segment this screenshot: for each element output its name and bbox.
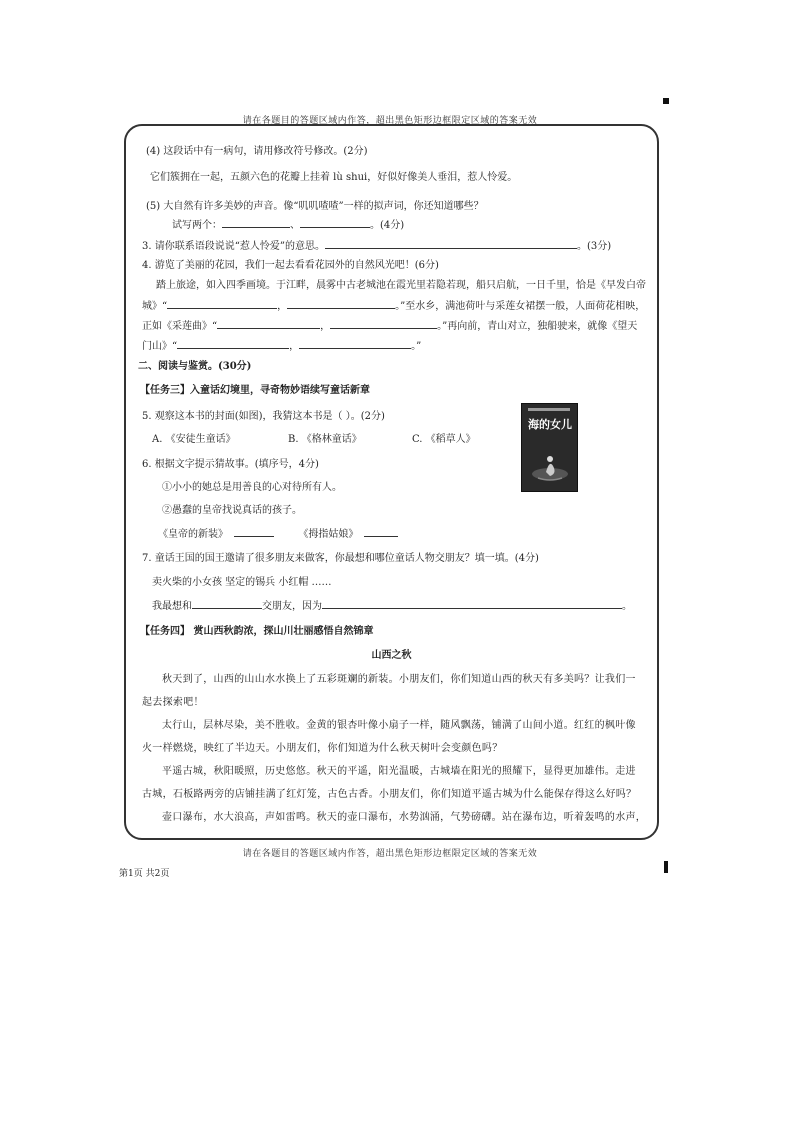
separator: 、	[290, 220, 300, 231]
text: 交朋友，因为	[262, 601, 322, 612]
task-4-heading: 【任务四】 赏山西秋韵浓，探山川壮丽感悟自然锦章	[140, 626, 374, 637]
friend-name-blank[interactable]	[192, 597, 262, 609]
question-3	[142, 237, 611, 252]
hint-2: ②愚蠢的皇帝找说真话的孩子。	[162, 505, 302, 516]
q5-option-b[interactable]: B. 《格林童话》	[288, 434, 362, 445]
score-label: 。(4分)	[370, 220, 405, 231]
q3-text: 3. 请你联系语段说说“惹人怜爱”的意思。	[142, 241, 325, 252]
passage-p2-line2: 火一样燃烧，映红了半边天。小朋友们，你们知道为什么秋天树叶会变颜色吗？	[142, 743, 503, 754]
passage-p2-line1: 太行山，层林尽染，美不胜收。金黄的银杏叶像小扇子一样，随风飘荡，铺满了山间小道。红红的枫叶像	[162, 720, 636, 731]
passage-p1-line1: 秋天到了，山西的山山水水换上了五彩斑斓的新装。小朋友们，你们知道山西的秋天有多美吗？让我们一	[162, 674, 636, 685]
text: ，	[277, 301, 288, 312]
cover-top-strip	[528, 408, 570, 411]
text: 门山》“	[142, 341, 178, 352]
q4-passage-line-4	[142, 337, 421, 352]
answer-blank-2[interactable]	[300, 216, 370, 228]
page-number: 第1页 共2页	[119, 869, 170, 879]
question-4: 4. 游览了美丽的花园，我们一起去看看花园外的自然风光吧！(6分)	[142, 260, 439, 271]
poem-blank-4[interactable]	[330, 317, 437, 329]
story-title-1: 《皇帝的新装》	[158, 529, 228, 540]
passage-p1-line2: 起去探索吧！	[142, 697, 204, 708]
q4-passage-line-1: 踏上旅途，如入四季画境。于江畔，晨雾中古老城池在霞光里若隐若现，船只启航，一日千里，恰是《早发白帝	[156, 280, 646, 291]
text: 我最想和	[152, 601, 192, 612]
answer-blank-1[interactable]	[222, 216, 290, 228]
question-7: 7. 童话王国的国王邀请了很多朋友来做客，你最想和哪位童话人物交朋友？填一填。(4分)	[142, 553, 539, 564]
text: 。”至水乡，满池荷叶与采莲女裙摆一般，人面荷花相映，	[395, 301, 646, 312]
book-cover-image	[521, 403, 578, 492]
passage-p3-line1: 平遥古城，秋阳暖照，历史悠悠。秋天的平遥，阳光温暖，古城墙在阳光的照耀下，显得更加雄伟。走进	[162, 766, 636, 777]
question-6: 6. 根据文字提示猜故事。(填序号，4分)	[142, 459, 319, 470]
text: 。”再向前，青山对立，独船驶来，就像《望天	[437, 321, 638, 332]
q5-sub-answer-line	[172, 216, 404, 231]
story-blank-1[interactable]	[234, 525, 274, 537]
friend-answer-line	[152, 597, 632, 612]
friend-reason-blank[interactable]	[322, 597, 622, 609]
text: 城》“	[142, 301, 168, 312]
text: 正如《采莲曲》“	[142, 321, 218, 332]
question-5: 5. 观察这本书的封面(如图)，我猜这本书是（ ）。(2分)	[142, 411, 385, 422]
story-match-line	[158, 525, 398, 540]
poem-blank-1[interactable]	[167, 297, 277, 309]
q4-passage-line-3	[142, 317, 637, 332]
q3-answer-blank[interactable]	[325, 237, 577, 249]
try-label: 试写两个：	[172, 220, 222, 231]
passage-p3-line2: 古城，石板路两旁的店铺挂满了红灯笼，古色古香。小朋友们，你们知道平遥古城为什么能保存得这么好吗？	[142, 789, 637, 800]
story-blank-2[interactable]	[364, 525, 398, 537]
corner-mark-bottom-right	[664, 861, 668, 873]
hint-1: ①小小的她总是用善良的心对待所有人。	[162, 482, 342, 493]
q3-score: 。(3分)	[576, 241, 612, 252]
cover-title: 海的女儿	[528, 418, 572, 431]
q4-passage-line-2	[142, 297, 645, 312]
poem-blank-2[interactable]	[287, 297, 395, 309]
story-title-2: 《拇指姑娘》	[298, 529, 359, 540]
mermaid-illustration	[528, 444, 572, 484]
passage-p4-line1: 壶口瀑布，水大浪高，声如雷鸣。秋天的壶口瀑布，水势汹涌，气势磅礴。站在瀑布边，听着轰鸣的水声，	[162, 812, 647, 823]
fairy-tale-characters: 卖火柴的小女孩 坚定的锡兵 小红帽 ……	[152, 577, 332, 588]
q5-sub-prompt: (5) 大自然有许多美妙的声音。像“叽叽喳喳”一样的拟声词，你还知道哪些？	[146, 201, 484, 212]
text: ，	[289, 341, 300, 352]
q4-sub-sentence: 它们簇拥在一起，五颜六色的花瓣上挂着 lù shui，好似好像美人垂泪，惹人怜爱。	[150, 172, 518, 183]
q5-option-a[interactable]: A. 《安徒生童话》	[152, 434, 236, 445]
q4-sub-prompt: (4) 这段话中有一病句，请用修改符号修改。(2分)	[146, 146, 368, 157]
bottom-notice: 请在各题目的答题区域内作答，超出黑色矩形边框限定区域的答案无效	[242, 849, 538, 859]
text: ，	[320, 321, 331, 332]
poem-blank-3[interactable]	[217, 317, 320, 329]
poem-blank-6[interactable]	[299, 337, 411, 349]
poem-blank-5[interactable]	[177, 337, 289, 349]
q5-option-c[interactable]: C. 《稻草人》	[412, 434, 476, 445]
corner-mark-top-right	[663, 98, 669, 104]
section-2-heading: 二、阅读与鉴赏。(30分)	[138, 361, 252, 372]
text: 。”	[411, 341, 422, 352]
task-3-heading: 【任务三】入童话幻境里，寻奇物妙语续写童话新章	[140, 385, 370, 396]
top-notice: 请在各题目的答题区域内作答，超出黑色矩形边框限定区域的答案无效	[242, 116, 538, 126]
passage-title: 山西之秋	[371, 650, 412, 661]
text: 。	[622, 601, 632, 612]
